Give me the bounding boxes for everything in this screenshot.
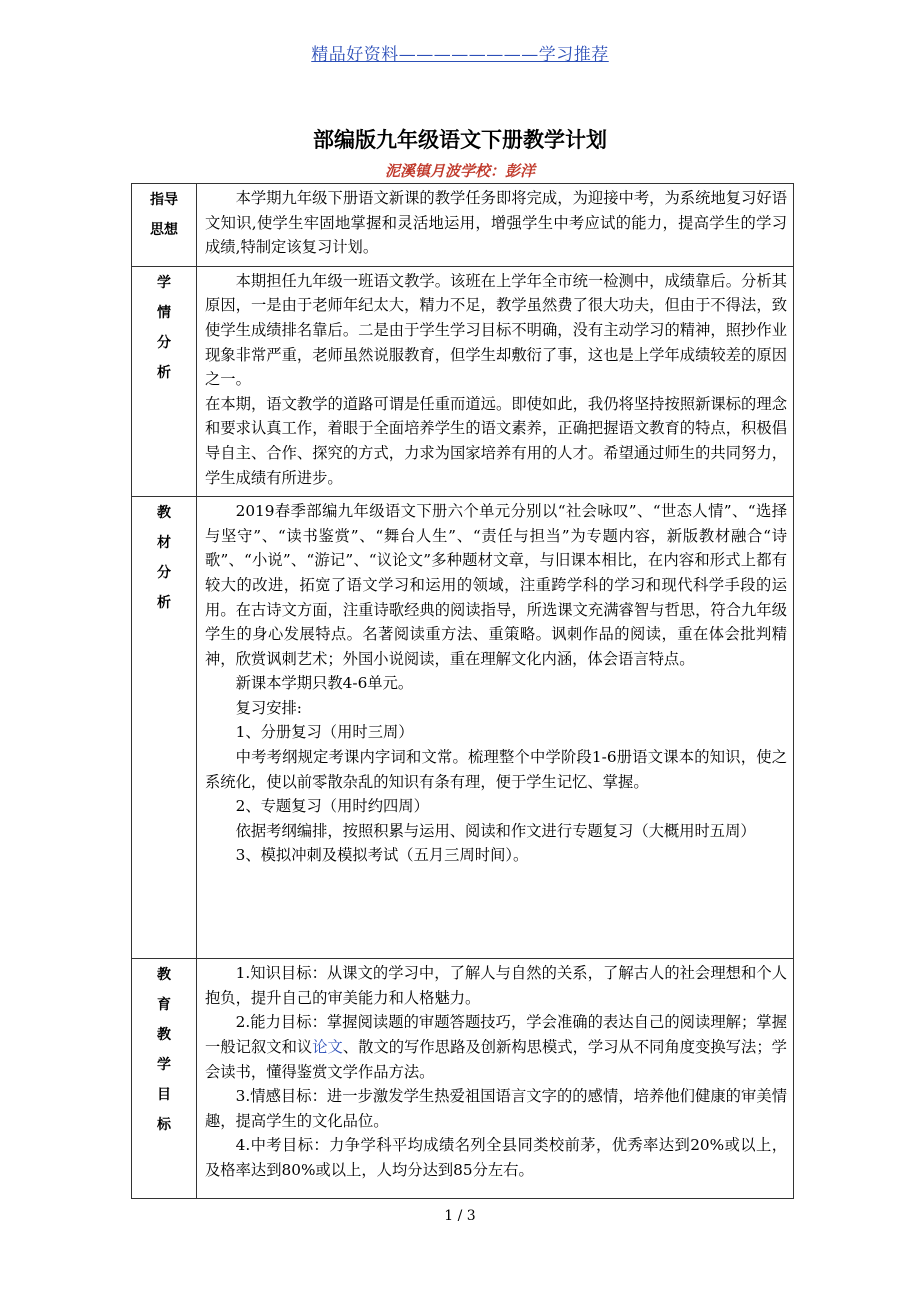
page-number: 1 / 3	[444, 1208, 476, 1224]
paragraph: 1、分册复习（用时三周）	[235, 723, 414, 742]
label-char: 情	[157, 304, 171, 321]
label-material-analysis	[132, 497, 197, 959]
label-teaching-goals	[132, 959, 197, 1199]
label-char: 教	[157, 967, 171, 984]
label-char: 目	[157, 1087, 171, 1104]
label-char: 析	[157, 364, 171, 381]
plan-table	[131, 183, 794, 1199]
paragraph: 2019春季部编九年级语文下册六个单元分别以“社会咏叹”、“世态人情”、“选择与坚守”、“读书鉴赏”、“舞台人生”、“责任与担当”为专题内容，新版教材融合“诗歌”、“小说”、“游记”、“议论文”多种题材文章，与旧课本相比，在内容和形式上都有较大的改进，拓宽了语文学习和运用的领域，注重跨学科的学习和现代科学手段的运用。在古诗文方面，注重诗歌经典的阅读指导，所选课文充满睿智与哲思，符合九年级学生的身心发展特点。名著阅读重方法、重策略。讽刺作品的阅读，重在体会批判精神，欣赏讽刺艺术；外国小说阅读，重在理解文化内涵，体会语言特点。	[205, 502, 787, 668]
label-char: 育	[157, 997, 171, 1014]
document-author: 泥溪镇月波学校：彭洋	[384, 162, 535, 180]
label-char: 标	[157, 1117, 171, 1134]
paragraph: 3、模拟冲刺及模拟考试（五月三周时间）。	[235, 846, 529, 865]
paragraph: 4.中考目标：力争学科平均成绩名列全县同类校前茅，优秀率达到20%或以上，及格率达到80%或以上，人均分达到85分左右。	[205, 1136, 787, 1179]
text-run: 、散文的写作思路及创新构思模式，学习从不同角度变换写法；学会读书，懂得鉴赏文学作品方法。	[205, 1037, 787, 1081]
label-char: 学	[157, 1057, 171, 1074]
label-line: 思想	[150, 222, 178, 238]
inline-link[interactable]: 论文	[312, 1037, 343, 1056]
label-char: 材	[157, 535, 171, 552]
paragraph: 本期担任九年级一班语文教学。该班在上学年全市统一检测中，成绩靠后。分析其原因，一是由于老师年纪太大，精力不足，教学虽然费了很大功夫，但由于不得法，致使学生成绩排名靠后。二是由于学生学习目标不明确，没有主动学习的精神，照抄作业现象非常严重，老师虽然说服教育，但学生却敷衍了事，这也是上学年成绩较差的原因之一。	[205, 271, 787, 389]
label-student-analysis	[132, 266, 197, 496]
label-char: 分	[157, 565, 171, 582]
paragraph: 依据考纲编排，按照积累与运用、阅读和作文进行专题复习（大概用时五周）	[235, 821, 756, 840]
content-material-analysis	[197, 497, 794, 959]
paragraph: 复习安排:	[235, 698, 302, 717]
label-char: 析	[157, 595, 171, 612]
page-header-link[interactable]: 精品好资料————————学习推荐	[311, 45, 609, 65]
paragraph: 1.知识目标：从课文的学习中，了解人与自然的关系，了解古人的社会理想和个人抱负，提升自己的审美能力和人格魅力。	[205, 964, 787, 1007]
row-teaching-goals	[132, 959, 794, 1199]
label-line: 指导	[150, 192, 178, 208]
row-guiding-thought	[132, 184, 794, 267]
paragraph: 3.情感目标：进一步激发学生热爱祖国语言文字的的感情，培养他们健康的审美情趣，提高学生的文化品位。	[205, 1087, 787, 1130]
paragraph: 新课本学期只教4-6单元。	[235, 674, 414, 693]
document-title: 部编版九年级语文下册教学计划	[313, 128, 607, 152]
paragraph: 本学期九年级下册语文新课的教学任务即将完成，为迎接中考，为系统地复习好语文知识,使学生牢固地掌握和灵活地运用，增强学生中考应试的能力，提高学生的学习成绩,特制定该复习计划。	[205, 189, 787, 257]
label-char: 教	[157, 1027, 171, 1044]
row-material-analysis	[132, 497, 794, 959]
paragraph	[205, 1010, 787, 1084]
content-student-analysis	[197, 266, 794, 496]
label-char: 教	[157, 505, 171, 522]
label-char: 学	[157, 274, 171, 291]
label-char: 分	[157, 334, 171, 351]
paragraph: 2、专题复习（用时约四周）	[235, 797, 429, 816]
row-student-analysis	[132, 266, 794, 496]
paragraph: 在本期，语文教学的道路可谓是任重而道远。即使如此，我仍将坚持按照新课标的理念和要求认真工作，着眼于全面培养学生的语文素养，正确把握语文教育的特点，积极倡导自主、合作、探究的方式，力求为国家培养有用的人才。希望通过师生的共同努力，学生成绩有所进步。	[205, 394, 787, 487]
text-run: 2.能力目标：掌握阅读题的审题答题技巧，学会准确的表达自己的阅读理解；掌握一般记叙文和议	[205, 1013, 787, 1056]
content-teaching-goals	[197, 959, 794, 1199]
paragraph: 中考考纲规定考课内字词和文常。梳理整个中学阶段1-6册语文课本的知识，使之系统化，使以前零散杂乱的知识有条有理，便于学生记忆、掌握。	[205, 748, 787, 791]
content-guiding-thought	[197, 184, 794, 267]
label-guiding-thought	[132, 184, 197, 267]
